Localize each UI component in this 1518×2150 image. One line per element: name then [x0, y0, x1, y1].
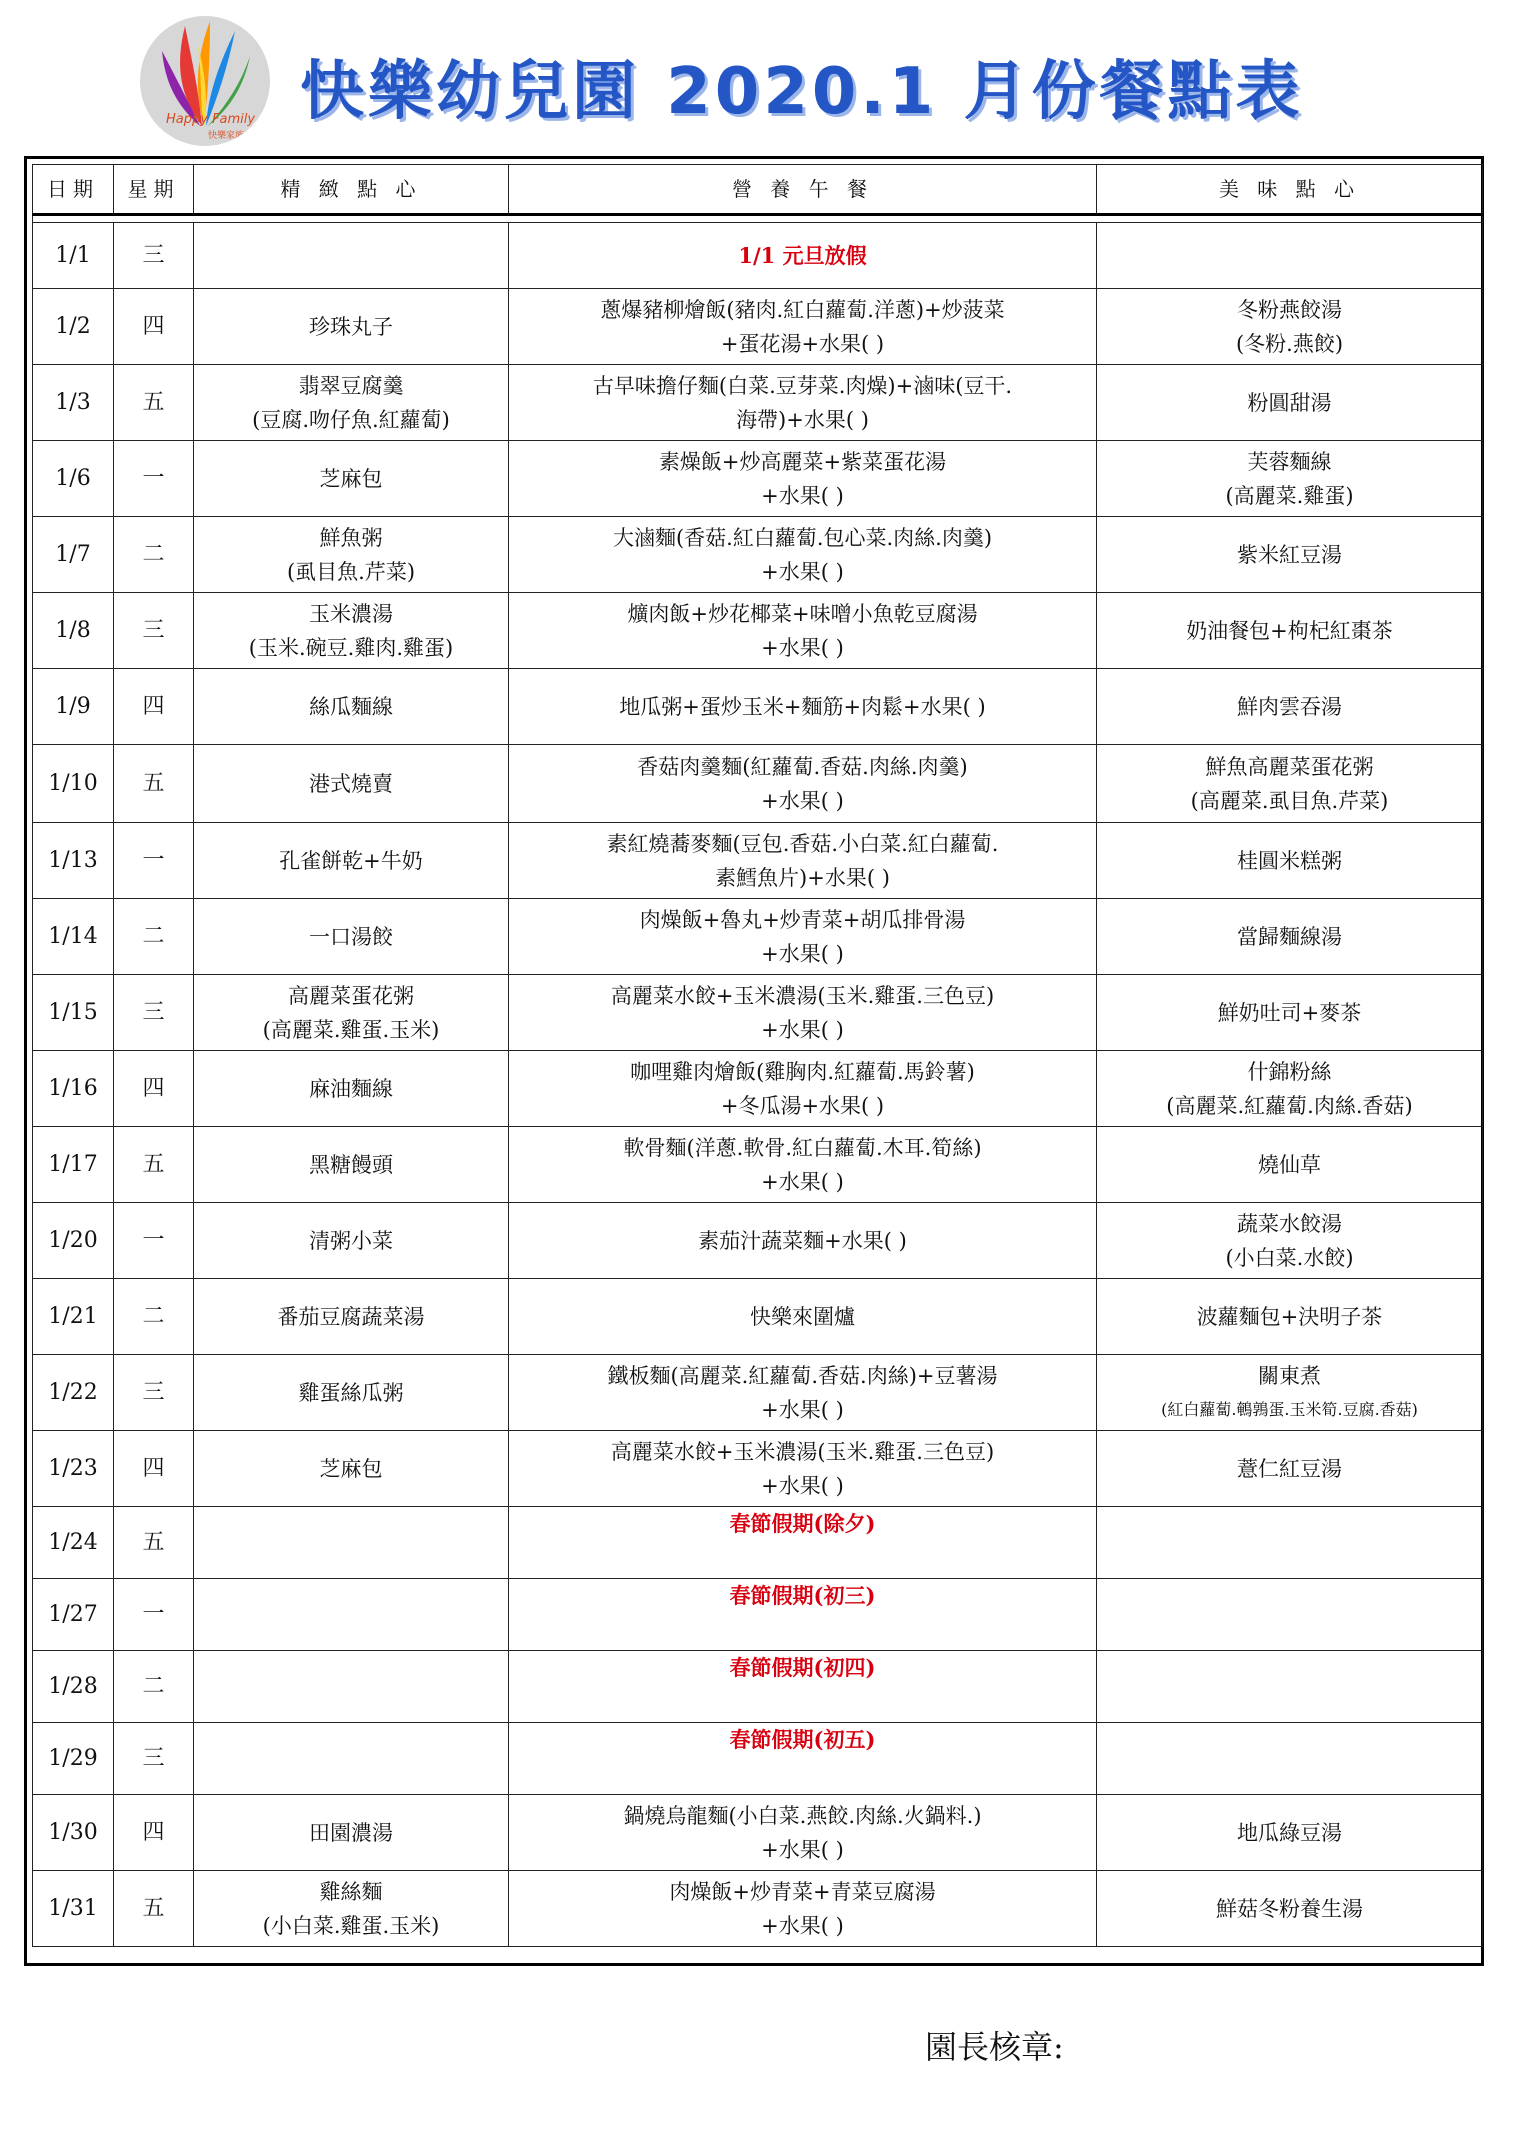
snack1-line: (高麗菜.雞蛋.玉米) — [262, 1017, 440, 1042]
lunch-line: 素紅燒蕎麥麵(豆包.香菇.小白菜.紅白蘿蔔. — [606, 831, 999, 856]
date-cell: 1/9 — [33, 669, 114, 745]
snack2-line: 冬粉燕餃湯 — [1237, 297, 1342, 322]
weekday-cell: 二 — [114, 1651, 194, 1723]
lunch-cell — [509, 1355, 1097, 1431]
weekday-cell: 四 — [114, 289, 194, 365]
weekday-cell: 五 — [114, 1507, 194, 1579]
lunch-cell — [509, 745, 1097, 823]
lunch-line: 春節假期(初五) — [729, 1727, 876, 1752]
snack2-cell — [1097, 975, 1483, 1051]
lunch-cell — [509, 593, 1097, 669]
snack2-line: 當歸麵線湯 — [1237, 924, 1342, 949]
snack2-line: (紅白蘿蔔.鵪鶉蛋.玉米筍.豆腐.香菇) — [1161, 1399, 1418, 1419]
lunch-cell — [509, 1279, 1097, 1355]
lunch-line: +冬瓜湯+水果( ) — [720, 1093, 885, 1118]
table-row — [33, 745, 1483, 823]
snack1-cell — [194, 823, 509, 899]
weekday-cell: 一 — [114, 441, 194, 517]
snack1-line: 高麗菜蛋花粥 — [288, 983, 414, 1008]
snack2-line: 粉圓甜湯 — [1247, 390, 1332, 415]
lunch-cell — [509, 1795, 1097, 1871]
logo-text: Happy Family — [166, 112, 256, 127]
snack1-line: 港式燒賣 — [309, 771, 393, 796]
snack1-cell — [194, 1723, 509, 1795]
lunch-line: 蔥爆豬柳燴飯(豬肉.紅白蘿蔔.洋蔥)+炒菠菜 — [600, 297, 1005, 322]
lunch-line: 軟骨麵(洋蔥.軟骨.紅白蘿蔔.木耳.筍絲) — [623, 1135, 982, 1160]
happy-family-logo — [140, 16, 270, 146]
snack1-cell — [194, 1279, 509, 1355]
weekday-cell: 五 — [114, 745, 194, 823]
snack1-line: 絲瓜麵線 — [309, 694, 393, 719]
snack2-line: 蔬菜水餃湯 — [1237, 1211, 1342, 1236]
date-cell: 1/30 — [33, 1795, 114, 1871]
snack1-line: 清粥小菜 — [309, 1228, 393, 1253]
snack1-cell — [194, 441, 509, 517]
lunch-line: +水果( ) — [761, 1017, 844, 1042]
table-row — [33, 1355, 1483, 1431]
lunch-cell — [509, 975, 1097, 1051]
weekday-cell: 五 — [114, 365, 194, 441]
snack1-cell — [194, 1431, 509, 1507]
date-cell: 1/22 — [33, 1355, 114, 1431]
table-row — [33, 517, 1483, 593]
snack2-line: 奶油餐包+枸杞紅棗茶 — [1186, 618, 1393, 643]
weekday-cell: 四 — [114, 1795, 194, 1871]
lunch-cell — [509, 823, 1097, 899]
snack1-cell — [194, 1203, 509, 1279]
snack2-line: 芙蓉麵線 — [1247, 449, 1332, 474]
lunch-line: +水果( ) — [761, 1397, 844, 1422]
snack1-cell — [194, 593, 509, 669]
snack2-line: (高麗菜.雞蛋) — [1225, 483, 1354, 508]
table-row — [33, 975, 1483, 1051]
snack1-line: (小白菜.雞蛋.玉米) — [262, 1913, 440, 1938]
lunch-cell — [509, 1203, 1097, 1279]
lunch-line: 地瓜粥+蛋炒玉米+麵筋+肉鬆+水果( ) — [619, 694, 986, 719]
snack2-line: (小白菜.水餃) — [1225, 1245, 1354, 1270]
lunch-cell — [509, 1127, 1097, 1203]
lunch-line: 高麗菜水餃+玉米濃湯(玉米.雞蛋.三色豆) — [610, 1439, 995, 1464]
lunch-cell — [509, 669, 1097, 745]
lunch-cell — [509, 441, 1097, 517]
date-cell: 1/14 — [33, 899, 114, 975]
snack2-cell — [1097, 1507, 1483, 1579]
snack1-line: 番茄豆腐蔬菜湯 — [277, 1304, 425, 1329]
lunch-line: 大滷麵(香菇.紅白蘿蔔.包心菜.肉絲.肉羹) — [612, 525, 993, 550]
snack2-line: 波蘿麵包+決明子茶 — [1196, 1304, 1383, 1329]
lunch-line: +水果( ) — [761, 635, 844, 660]
weekday-cell: 二 — [114, 517, 194, 593]
snack2-line: 鮮魚高麗菜蛋花粥 — [1205, 754, 1374, 779]
lunch-line: +水果( ) — [761, 1837, 844, 1862]
lunch-cell — [509, 289, 1097, 365]
snack1-line: 雞絲麵 — [319, 1879, 383, 1904]
date-cell: 1/31 — [33, 1871, 114, 1947]
lunch-line: 高麗菜水餃+玉米濃湯(玉米.雞蛋.三色豆) — [610, 983, 995, 1008]
table-row — [33, 1279, 1483, 1355]
weekday-cell: 四 — [114, 1431, 194, 1507]
snack2-line: 燒仙草 — [1258, 1152, 1321, 1177]
lunch-line: 素鱈魚片)+水果( ) — [715, 865, 890, 890]
lunch-line: 鐵板麵(高麗菜.紅蘿蔔.香菇.肉絲)+豆薯湯 — [607, 1363, 998, 1388]
lunch-line: 肉燥飯+炒青菜+青菜豆腐湯 — [669, 1879, 936, 1904]
snack1-line: 一口湯餃 — [309, 924, 393, 949]
table-row — [33, 1051, 1483, 1127]
date-cell: 1/2 — [33, 289, 114, 365]
date-cell: 1/13 — [33, 823, 114, 899]
table-row — [33, 1871, 1483, 1947]
date-cell: 1/16 — [33, 1051, 114, 1127]
date-cell: 1/15 — [33, 975, 114, 1051]
snack1-cell — [194, 1871, 509, 1947]
lunch-line: 咖哩雞肉燴飯(雞胸肉.紅蘿蔔.馬鈴薯) — [630, 1059, 975, 1084]
lunch-cell — [509, 1431, 1097, 1507]
snack1-cell — [194, 1051, 509, 1127]
header-row — [33, 165, 1483, 215]
table-row — [33, 823, 1483, 899]
snack2-cell — [1097, 1579, 1483, 1651]
page-header — [0, 0, 1518, 150]
snack1-cell — [194, 1355, 509, 1431]
snack1-line: 麻油麵線 — [309, 1076, 393, 1101]
snack2-cell — [1097, 1203, 1483, 1279]
snack2-line: 關東煮 — [1258, 1363, 1321, 1388]
menu-table — [32, 164, 1483, 1947]
page-title: 快樂幼兒園 2020.1 月份餐點表 — [300, 55, 1304, 129]
snack1-cell — [194, 1507, 509, 1579]
snack2-cell — [1097, 1127, 1483, 1203]
column-header-date: 日期 — [33, 165, 114, 215]
weekday-cell: 四 — [114, 669, 194, 745]
lunch-line: 古早味擔仔麵(白菜.豆芽菜.肉燥)+滷味(豆干. — [592, 373, 1013, 398]
menu-body — [33, 215, 1483, 1947]
table-row — [33, 1795, 1483, 1871]
snack1-cell — [194, 1579, 509, 1651]
date-cell: 1/29 — [33, 1723, 114, 1795]
snack2-cell — [1097, 1651, 1483, 1723]
weekday-cell: 四 — [114, 1051, 194, 1127]
snack1-cell — [194, 223, 509, 289]
lunch-cell — [509, 899, 1097, 975]
lunch-cell — [509, 1507, 1097, 1579]
snack2-line: 地瓜綠豆湯 — [1237, 1820, 1342, 1845]
date-cell: 1/23 — [33, 1431, 114, 1507]
column-header-morning-snack: 精 緻 點 心 — [194, 165, 509, 215]
weekday-cell: 三 — [114, 223, 194, 289]
lunch-line: 春節假期(初四) — [729, 1655, 876, 1680]
date-cell: 1/21 — [33, 1279, 114, 1355]
table-row — [33, 1203, 1483, 1279]
snack1-cell — [194, 975, 509, 1051]
date-cell: 1/24 — [33, 1507, 114, 1579]
lunch-line: 爌肉飯+炒花椰菜+味噌小魚乾豆腐湯 — [627, 601, 978, 626]
snack1-line: (虱目魚.芹菜) — [286, 559, 416, 584]
snack1-cell — [194, 1127, 509, 1203]
snack2-line: 紫米紅豆湯 — [1237, 542, 1342, 567]
lunch-line: 春節假期(初三) — [729, 1583, 876, 1608]
table-row — [33, 899, 1483, 975]
snack2-cell — [1097, 1431, 1483, 1507]
snack2-line: 鮮菇冬粉養生湯 — [1216, 1896, 1363, 1921]
snack2-cell — [1097, 1051, 1483, 1127]
date-cell: 1/28 — [33, 1651, 114, 1723]
snack2-cell — [1097, 593, 1483, 669]
table-row — [33, 365, 1483, 441]
snack1-line: 玉米濃湯 — [309, 601, 393, 626]
snack2-cell — [1097, 441, 1483, 517]
lunch-line: +水果( ) — [761, 1473, 844, 1498]
column-header-lunch: 營 養 午 餐 — [509, 165, 1097, 215]
snack2-line: 什錦粉絲 — [1247, 1059, 1332, 1084]
snack2-cell — [1097, 517, 1483, 593]
date-cell: 1/6 — [33, 441, 114, 517]
snack1-line: 田園濃湯 — [309, 1820, 393, 1845]
date-cell: 1/27 — [33, 1579, 114, 1651]
lunch-line: +水果( ) — [761, 483, 844, 508]
snack1-line: 芝麻包 — [319, 1456, 383, 1481]
lunch-line: 鍋燒烏龍麵(小白菜.燕餃.肉絲.火鍋料.) — [623, 1803, 982, 1828]
snack1-cell — [194, 1651, 509, 1723]
column-header-weekday: 星期 — [114, 165, 194, 215]
snack2-cell — [1097, 365, 1483, 441]
lunch-cell — [509, 1723, 1097, 1795]
snack1-line: 珍珠丸子 — [309, 314, 393, 339]
snack2-line: (高麗菜.紅蘿蔔.肉絲.香菇) — [1166, 1093, 1413, 1118]
table-row — [33, 593, 1483, 669]
weekday-cell: 三 — [114, 1723, 194, 1795]
lunch-line: +蛋花湯+水果( ) — [720, 331, 885, 356]
snack1-cell — [194, 517, 509, 593]
lunch-line: +水果( ) — [761, 1913, 844, 1938]
lunch-cell — [509, 223, 1097, 289]
weekday-cell: 三 — [114, 1355, 194, 1431]
weekday-cell: 三 — [114, 593, 194, 669]
snack1-line: 翡翠豆腐羹 — [298, 373, 404, 398]
header-separator — [33, 215, 1483, 223]
column-header-afternoon-snack: 美 味 點 心 — [1097, 165, 1483, 215]
snack2-cell — [1097, 223, 1483, 289]
lunch-line: 素燥飯+炒高麗菜+紫菜蛋花湯 — [658, 449, 947, 474]
snack1-line: 鮮魚粥 — [319, 525, 383, 550]
table-row — [33, 223, 1483, 289]
date-cell: 1/8 — [33, 593, 114, 669]
snack2-cell — [1097, 1723, 1483, 1795]
snack1-line: 雞蛋絲瓜粥 — [298, 1380, 404, 1405]
snack1-line: 芝麻包 — [319, 466, 383, 491]
lunch-line: +水果( ) — [761, 788, 844, 813]
logo-subtext: 快樂家族 — [208, 131, 245, 141]
lunch-line: 快樂來圍爐 — [750, 1304, 855, 1329]
table-row — [33, 669, 1483, 745]
snack2-cell — [1097, 1355, 1483, 1431]
snack2-cell — [1097, 1795, 1483, 1871]
snack1-cell — [194, 745, 509, 823]
weekday-cell: 一 — [114, 823, 194, 899]
lunch-line: 春節假期(除夕) — [729, 1511, 876, 1536]
weekday-cell: 五 — [114, 1871, 194, 1947]
table-row — [33, 1579, 1483, 1651]
snack1-line: (玉米.碗豆.雞肉.雞蛋) — [248, 635, 454, 660]
lunch-line: +水果( ) — [761, 941, 844, 966]
lunch-line: +水果( ) — [761, 559, 844, 584]
snack2-cell — [1097, 899, 1483, 975]
lunch-line: 香菇肉羹麵(紅蘿蔔.香菇.肉絲.肉羹) — [637, 754, 968, 779]
lunch-cell — [509, 1579, 1097, 1651]
table-row — [33, 1507, 1483, 1579]
snack1-line: (豆腐.吻仔魚.紅蘿蔔) — [252, 407, 450, 432]
lunch-cell — [509, 1051, 1097, 1127]
weekday-cell: 一 — [114, 1203, 194, 1279]
snack1-line: 孔雀餅乾+牛奶 — [279, 848, 423, 873]
snack1-cell — [194, 669, 509, 745]
lunch-line: +水果( ) — [761, 1169, 844, 1194]
snack2-cell — [1097, 823, 1483, 899]
snack1-cell — [194, 899, 509, 975]
table-row — [33, 441, 1483, 517]
lunch-line: 海帶)+水果( ) — [736, 407, 869, 432]
lunch-cell — [509, 1871, 1097, 1947]
snack2-line: (冬粉.燕餃) — [1235, 331, 1344, 356]
table-row — [33, 1651, 1483, 1723]
date-cell: 1/3 — [33, 365, 114, 441]
snack2-cell — [1097, 669, 1483, 745]
table-row — [33, 289, 1483, 365]
table-row — [33, 1431, 1483, 1507]
date-cell: 1/17 — [33, 1127, 114, 1203]
snack2-line: (高麗菜.虱目魚.芹菜) — [1190, 788, 1389, 813]
snack1-line: 黑糖饅頭 — [309, 1152, 393, 1177]
snack1-cell — [194, 1795, 509, 1871]
table-row — [33, 1723, 1483, 1795]
weekday-cell: 五 — [114, 1127, 194, 1203]
snack2-cell — [1097, 289, 1483, 365]
snack2-line: 桂圓米糕粥 — [1237, 848, 1342, 873]
snack1-cell — [194, 365, 509, 441]
weekday-cell: 一 — [114, 1579, 194, 1651]
snack2-cell — [1097, 1279, 1483, 1355]
lunch-line: 肉燥飯+魯丸+炒青菜+胡瓜排骨湯 — [639, 907, 966, 932]
date-cell: 1/20 — [33, 1203, 114, 1279]
snack2-line: 鮮奶吐司+麥茶 — [1217, 1000, 1362, 1025]
lunch-cell — [509, 517, 1097, 593]
table-row — [33, 1127, 1483, 1203]
principal-signature-label: 園長核章: — [925, 2028, 1064, 2066]
lunch-line: 素茄汁蔬菜麵+水果( ) — [698, 1228, 907, 1253]
snack2-line: 鮮肉雲吞湯 — [1237, 694, 1342, 719]
snack2-line: 薏仁紅豆湯 — [1237, 1456, 1342, 1481]
date-cell: 1/10 — [33, 745, 114, 823]
date-cell: 1/1 — [33, 223, 114, 289]
weekday-cell: 二 — [114, 1279, 194, 1355]
weekday-cell: 三 — [114, 975, 194, 1051]
date-cell: 1/7 — [33, 517, 114, 593]
snack2-cell — [1097, 745, 1483, 823]
lunch-cell — [509, 1651, 1097, 1723]
weekday-cell: 二 — [114, 899, 194, 975]
lunch-cell — [509, 365, 1097, 441]
snack2-cell — [1097, 1871, 1483, 1947]
lunch-line: 1/1 元旦放假 — [738, 242, 867, 268]
snack1-cell — [194, 289, 509, 365]
menu-table-frame — [24, 156, 1484, 1966]
